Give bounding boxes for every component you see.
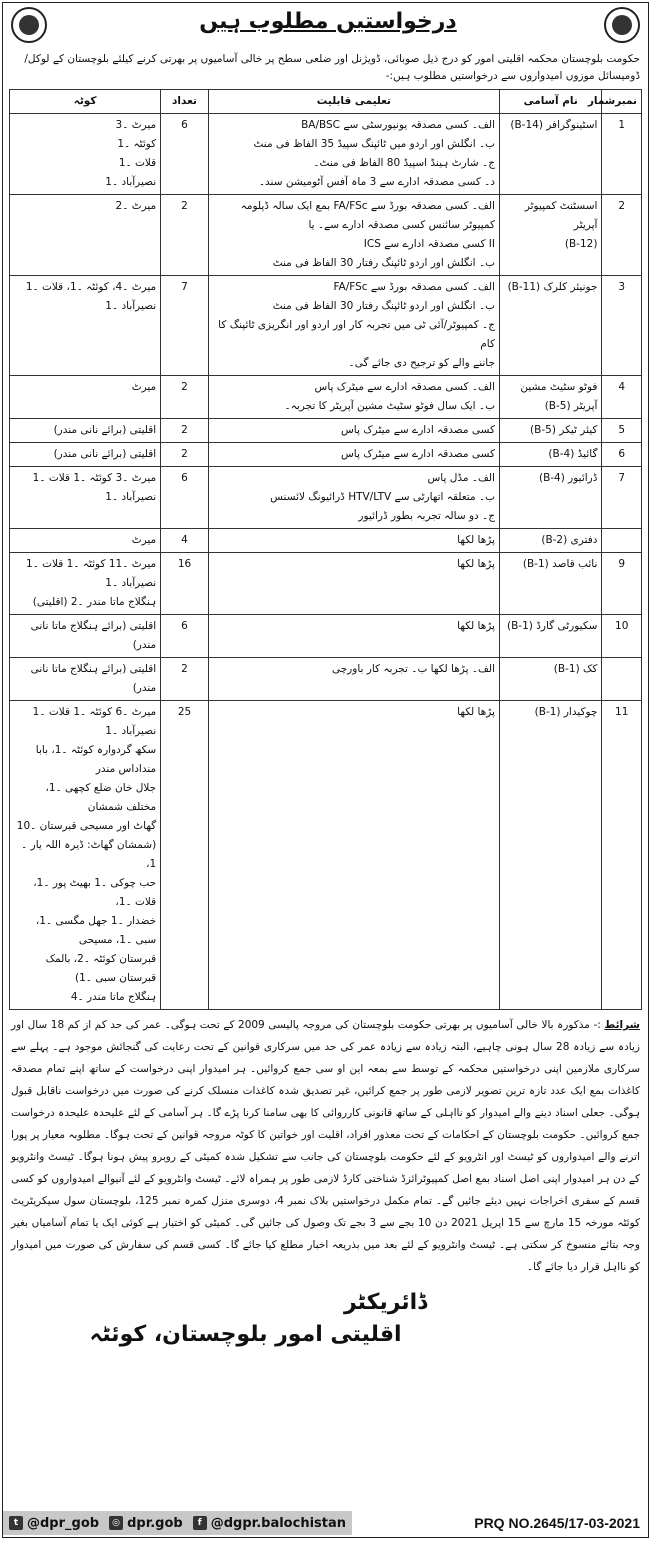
intro-text: حکومت بلوچستان محکمہ اقلیتی امور کو درج ذیل صوبائی، ڈویژنل اور ضلعی سطح پر خالی آسامیوں پر بھرتی کرنے کیلئے بلوچستان کے لوکل/ڈومیسائل موزوں امیدواروں سے درخواستیں مطلوب ہیں:- bbox=[24, 53, 640, 82]
table-header-row bbox=[10, 90, 642, 114]
cell-post bbox=[499, 376, 601, 419]
cell-qualification-line: الف۔ کسی مصدقہ ادارے سے میٹرک پاس bbox=[314, 381, 495, 393]
cell-post-line: آپریٹر (B-5) bbox=[544, 400, 598, 412]
cell-post-line: نائب قاصد (B-1) bbox=[522, 558, 598, 570]
cell-qualification bbox=[208, 114, 499, 195]
cell-qualification-line: پڑھا لکھا bbox=[457, 534, 495, 546]
cell-quota bbox=[10, 276, 161, 376]
page-title: درخواستیں مطلوب ہیں bbox=[199, 9, 457, 34]
cell-quota bbox=[10, 443, 161, 467]
cell-sno: 9 bbox=[602, 553, 642, 615]
signature-title: ڈائریکٹر bbox=[343, 1290, 427, 1315]
table-row bbox=[10, 529, 642, 553]
cell-post bbox=[499, 443, 601, 467]
header-qualification: تعلیمی قابلیت bbox=[208, 90, 499, 114]
cell-count: 7 bbox=[161, 276, 209, 376]
table-row bbox=[10, 701, 642, 1010]
cell-quota-line: کوئٹہ ۔1 bbox=[117, 138, 157, 150]
cell-quota-line: میرٹ ۔2 bbox=[115, 200, 157, 212]
cell-qualification bbox=[208, 376, 499, 419]
cell-quota bbox=[10, 615, 161, 658]
cell-quota-line: ہنگلاج ماتا مندر ۔4 bbox=[70, 991, 157, 1003]
footer bbox=[3, 1509, 648, 1537]
table-body bbox=[10, 114, 642, 1010]
cell-quota bbox=[10, 553, 161, 615]
cell-post-line: سکیورٹی گارڈ (B-1) bbox=[506, 620, 598, 632]
cell-qualification-line: ج۔ دو سالہ تجربہ بطور ڈرائیور bbox=[358, 510, 495, 522]
cell-sno: 1 bbox=[602, 114, 642, 195]
cell-qualification-line: پڑھا لکھا bbox=[457, 558, 495, 570]
cell-post-line: چوکیدار (B-1) bbox=[534, 706, 598, 718]
cell-post-line: اسٹینوگرافر (B-14) bbox=[510, 119, 598, 131]
cell-post bbox=[499, 419, 601, 443]
cell-count: 2 bbox=[161, 658, 209, 701]
signature-department: اقلیتی امور بلوچستان، کوئٹہ bbox=[89, 1322, 402, 1347]
cell-post-line: جونیئر کلرک (B-11) bbox=[507, 281, 598, 293]
cell-quota-line: ہنگلاج ماتا مندر ۔2 (اقلیتی) bbox=[32, 596, 157, 608]
cell-quota bbox=[10, 467, 161, 529]
table-row bbox=[10, 114, 642, 195]
cell-quota-line: (شمشان گھاٹ: ڈیرہ اللہ یار ۔1، bbox=[21, 839, 157, 870]
cell-count: 6 bbox=[161, 114, 209, 195]
cell-quota bbox=[10, 195, 161, 276]
table-row bbox=[10, 658, 642, 701]
cell-qualification-line: پڑھا لکھا bbox=[457, 706, 495, 718]
cell-quota-line: اقلیتی (برائے نانی مندر) bbox=[53, 424, 157, 436]
cell-post-line: گائیڈ (B-4) bbox=[548, 448, 598, 460]
cell-qualification-line: جاننے والے کو ترجیح دی جائے گی۔ bbox=[348, 357, 495, 369]
cell-quota bbox=[10, 376, 161, 419]
twitter-handle: @dpr_gob bbox=[27, 1515, 100, 1531]
cell-quota-line: میرٹ bbox=[131, 381, 157, 393]
twitter-icon: t bbox=[9, 1516, 23, 1530]
cell-quota-line: نصیرآباد ۔1 bbox=[105, 577, 157, 589]
cell-count: 2 bbox=[161, 376, 209, 419]
cell-qualification bbox=[208, 553, 499, 615]
cell-quota bbox=[10, 114, 161, 195]
cell-post-line: کک (B-1) bbox=[553, 663, 598, 675]
vacancies-table bbox=[9, 89, 642, 1010]
cell-post-line: اسسٹنٹ کمپیوٹر آپریٹر bbox=[524, 200, 598, 231]
cell-post bbox=[499, 701, 601, 1010]
cell-post bbox=[499, 276, 601, 376]
facebook-icon: f bbox=[193, 1516, 207, 1530]
table-row bbox=[10, 195, 642, 276]
cell-qualification bbox=[208, 443, 499, 467]
cell-qualification-line: پڑھا لکھا bbox=[457, 620, 495, 632]
cell-quota-line: میرٹ ۔3 bbox=[115, 119, 157, 131]
cell-quota-line: اقلیتی (برائے ہنگلاج ماتا نانی مندر) bbox=[30, 663, 157, 694]
cell-sno: 4 bbox=[602, 376, 642, 419]
cell-quota-line: اقلیتی (برائے نانی مندر) bbox=[53, 448, 157, 460]
cell-sno: 2 bbox=[602, 195, 642, 276]
cell-quota bbox=[10, 658, 161, 701]
cell-quota-line: قبرستان کوئٹہ ۔2، بالمک قبرستان سبی ۔1) bbox=[45, 953, 157, 984]
advertisement-page bbox=[2, 2, 649, 1538]
terms-separator: :- bbox=[589, 1019, 601, 1031]
table-row bbox=[10, 276, 642, 376]
cell-post-line: دفتری (B-2) bbox=[541, 534, 598, 546]
instagram-link[interactable] bbox=[109, 1516, 183, 1531]
cell-qualification bbox=[208, 467, 499, 529]
cell-sno: 3 bbox=[602, 276, 642, 376]
cell-qualification-line: ج۔ کمپیوٹر/آئی ٹی میں تجربہ کار اور اردو اور انگریزی ٹائپنگ کا کام bbox=[218, 319, 495, 350]
cell-quota-line: نصیرآباد ۔1 bbox=[105, 491, 157, 503]
cell-qualification bbox=[208, 195, 499, 276]
cell-qualification bbox=[208, 658, 499, 701]
cell-qualification-line: کسی مصدقہ ادارے سے میٹرک پاس bbox=[340, 448, 495, 460]
cell-quota-line: نصیرآباد ۔1 bbox=[105, 300, 157, 312]
cell-quota-line: گھاٹ اور مسیحی قبرستان ۔10 bbox=[16, 820, 157, 832]
cell-sno: 6 bbox=[602, 443, 642, 467]
cell-qualification-line: الف۔ کسی مصدقہ بورڈ سے FA/FSc bbox=[333, 281, 495, 293]
cell-quota-line: حب چوکی ۔1 بھیٹ پور ۔1، قلات ۔1، bbox=[33, 877, 157, 908]
cell-qualification-line: الف۔ مڈل پاس bbox=[427, 472, 495, 484]
cell-quota-line: میرٹ ۔4، کوئٹہ ۔1، قلات ۔1 bbox=[25, 281, 157, 293]
cell-count: 4 bbox=[161, 529, 209, 553]
cell-sno: 10 bbox=[602, 615, 642, 658]
cell-post bbox=[499, 195, 601, 276]
cell-quota-line: میرٹ ۔11 کوئٹہ ۔1 قلات ۔1 bbox=[25, 558, 157, 570]
cell-quota-line: سکھ گردوارہ کوئٹہ ۔1، بابا منداداس مندر bbox=[35, 744, 157, 775]
cell-quota-line: خضدار ۔1 جھل مگسی ۔1، سبی ۔1، مسیحی bbox=[35, 915, 157, 946]
cell-post-line: فوٹو سٹیٹ مشین bbox=[520, 381, 598, 393]
cell-qualification-line: II کسی مصدقہ ادارے سے ICS bbox=[363, 238, 495, 250]
prq-number: PRQ NO.2645/17-03-2021 bbox=[474, 1515, 640, 1531]
cell-count: 25 bbox=[161, 701, 209, 1010]
cell-quota bbox=[10, 529, 161, 553]
cell-post bbox=[499, 615, 601, 658]
cell-qualification-line: الف۔ پڑھا لکھا ب۔ تجربہ کار باورچی bbox=[331, 663, 495, 675]
cell-sno: 7 bbox=[602, 467, 642, 529]
cell-post bbox=[499, 658, 601, 701]
table-row bbox=[10, 553, 642, 615]
cell-qualification bbox=[208, 701, 499, 1010]
terms-body: مذکورہ بالا خالی آسامیوں پر بھرتی حکومت بلوچستان کی مروجہ پالیسی 2009 کے تحت ہوگی۔ عمر کی حد کم از کم 18 سال اور زیادہ سے زیادہ 28 سال ہونی چاہیے، البتہ زیادہ سے زیادہ عمر کی حد میں سرکاری قوانین کے تحت رعایت کی گنجائش موجود ہے۔ پہلے سے سرکاری ملازمین اپنی درخواستیں محکمہ کے توسط سے بمعہ این او سی جمع کروائیں۔ ہر امیدوار اپنی درخواست کے ساتھ اپنے تمام مصدقہ کاغذات بمع ایک عدد تازہ ترین تصویر لازمی طور پر جمع کرائیں، غیر تصدیق شدہ کاغذات منسلک کرنے کی صورت میں درخواست ناقابل قبول ہوگی۔ جعلی اسناد دینے والے امیدوار کو نااہلی کے ساتھ قانونی کارروائی کا بھی سامنا کرنا پڑے گا۔ ہر آسامی کے لئے علیحدہ علیحدہ درخواست جمع کروائیں۔ حکومت بلوچستان کے احکامات کے تحت معذور افراد، اقلیت اور خواتین کا کوٹہ مروجہ قوانین کے تحت ہوگا۔ مطلوبہ معیار پر پورا اترنے والے امیدواروں کو ٹیسٹ اور انٹرویو کے لئے حکومت بلوچستان کی جانب سے تشکیل شدہ کمیٹی کے روبرو پیش ہونا ہوگا۔ ٹیسٹ وانٹرویو کے دن ہر امیدوار اپنی اصل اسناد بمع اصل کمپیوٹرائزڈ شناختی کارڈ لازمی طور پر ہمراہ لائے۔ ٹیسٹ وانٹرویو کے لئے آنیوالے امیدواروں کو کسی قسم کے سفری اخراجات نہیں دیئے جائیں گے۔ تمام مکمل درخواستیں بلاک نمبر 4، دوسری منزل کمرہ نمبر 125، بلوچستان سول سیکریٹریٹ کوئٹہ مورخہ 15 مارچ سے 15 اپریل 2021 دن 10 بجے سے 3 بجے تک وصول کی جائیں گی۔ کمیٹی کو اختیار ہے کوئی ایک یا تمام آسامیاں بغیر وجہ بتائے منسوخ کر سکتی ہے۔ ٹیسٹ وانٹرویو کے لئے بعد میں بذریعہ اخبار مطلع کیا جائے گا۔ کسی قسم کی سفارش کی صورت میں امیدوار کو نااہل قرار دیا جائے گا۔ bbox=[11, 1019, 641, 1273]
cell-sno bbox=[602, 529, 642, 553]
header-sno: نمبرشمار bbox=[602, 90, 642, 114]
cell-quota-line: قلات ۔1 bbox=[118, 157, 157, 169]
cell-qualification bbox=[208, 615, 499, 658]
cell-qualification-line: ب۔ ایک سال فوٹو سٹیٹ مشین آپریٹر کا تجربہ۔ bbox=[284, 400, 495, 412]
cell-count: 16 bbox=[161, 553, 209, 615]
cell-quota bbox=[10, 701, 161, 1010]
header bbox=[3, 3, 648, 49]
cell-qualification-line: ب۔ انگلش اور اردو میں ٹائپنگ سپیڈ 35 الفاظ فی منٹ bbox=[253, 138, 495, 150]
cell-quota bbox=[10, 419, 161, 443]
cell-quota-line: نصیرآباد ۔1 bbox=[105, 725, 157, 737]
cell-qualification-line: ج۔ شارٹ ہینڈ اسپیڈ 80 الفاظ فی منٹ۔ bbox=[313, 157, 495, 169]
cell-quota-line: نصیرآباد ۔1 bbox=[105, 176, 157, 188]
table-row bbox=[10, 419, 642, 443]
cell-quota-line: جلال خان ضلع کچھی ۔1، مختلف شمشان bbox=[45, 782, 157, 813]
cell-quota-line: اقلیتی (برائے ہنگلاج ماتا نانی مندر) bbox=[30, 620, 157, 651]
cell-sno bbox=[602, 658, 642, 701]
table-row bbox=[10, 376, 642, 419]
terms-heading: شرائط bbox=[604, 1019, 640, 1031]
social-bar bbox=[3, 1511, 352, 1535]
cell-qualification bbox=[208, 419, 499, 443]
cell-qualification-line: ب۔ متعلقہ اتھارٹی سے HTV/LTV ڈرائیونگ لائسنس bbox=[270, 491, 495, 503]
cell-post-line: کیئر ٹیکر (B-5) bbox=[530, 424, 598, 436]
cell-quota-line: میرٹ ۔3 کوئٹہ ۔1 قلات ۔1 bbox=[32, 472, 157, 484]
balochistan-emblem-logo bbox=[11, 7, 47, 43]
cell-count: 2 bbox=[161, 419, 209, 443]
table-row bbox=[10, 443, 642, 467]
cell-post-line: (B-12) bbox=[564, 238, 598, 250]
cell-quota-line: میرٹ ۔6 کوئٹہ ۔1 قلات ۔1 bbox=[32, 706, 157, 718]
instagram-handle: dpr.gob bbox=[127, 1515, 183, 1531]
facebook-handle: @dgpr.balochistan bbox=[210, 1515, 347, 1531]
cell-count: 2 bbox=[161, 195, 209, 276]
cell-qualification-line: د۔ کسی مصدقہ ادارے سے 3 ماہ آفس آٹومیشن سند۔ bbox=[258, 176, 495, 188]
header-quota: کوٹہ bbox=[10, 90, 161, 114]
cell-qualification-line: کمپیوٹر سائنس کسی مصدقہ ادارے سے۔ یا bbox=[308, 219, 495, 231]
cell-post bbox=[499, 553, 601, 615]
cell-count: 6 bbox=[161, 467, 209, 529]
signature-block bbox=[3, 1288, 648, 1352]
cell-count: 6 bbox=[161, 615, 209, 658]
terms-section bbox=[3, 1010, 648, 1278]
seal-inner bbox=[612, 15, 632, 35]
table-row bbox=[10, 615, 642, 658]
cell-qualification-line: کسی مصدقہ ادارے سے میٹرک پاس bbox=[340, 424, 495, 436]
cell-post bbox=[499, 467, 601, 529]
cell-count: 2 bbox=[161, 443, 209, 467]
emblem-inner bbox=[19, 15, 39, 35]
cell-post-line: ڈرائیور (B-4) bbox=[538, 472, 598, 484]
cell-sno: 5 bbox=[602, 419, 642, 443]
cell-qualification bbox=[208, 529, 499, 553]
cell-sno: 11 bbox=[602, 701, 642, 1010]
instagram-icon: ◎ bbox=[109, 1516, 123, 1530]
facebook-link[interactable] bbox=[193, 1516, 346, 1531]
cell-qualification-line: الف۔ کسی مصدقہ بورڈ سے FA/FSc بمع ایک سالہ ڈپلومہ bbox=[240, 200, 495, 212]
cell-qualification-line: ب۔ انگلش اور اردو ٹائپنگ رفتار 30 الفاظ فی منٹ bbox=[272, 257, 495, 269]
twitter-link[interactable] bbox=[9, 1516, 99, 1531]
cell-qualification-line: ب۔ انگلش اور اردو ٹائپنگ رفتار 30 الفاظ فی منٹ bbox=[272, 300, 495, 312]
header-count: تعداد bbox=[161, 90, 209, 114]
government-seal-logo bbox=[604, 7, 640, 43]
cell-post bbox=[499, 529, 601, 553]
cell-post bbox=[499, 114, 601, 195]
cell-qualification-line: الف۔ کسی مصدقہ یونیورسٹی سے BA/BSC bbox=[301, 119, 495, 131]
table-row bbox=[10, 467, 642, 529]
cell-qualification bbox=[208, 276, 499, 376]
header-post: نام آسامی bbox=[499, 90, 601, 114]
cell-quota-line: میرٹ bbox=[131, 534, 157, 546]
